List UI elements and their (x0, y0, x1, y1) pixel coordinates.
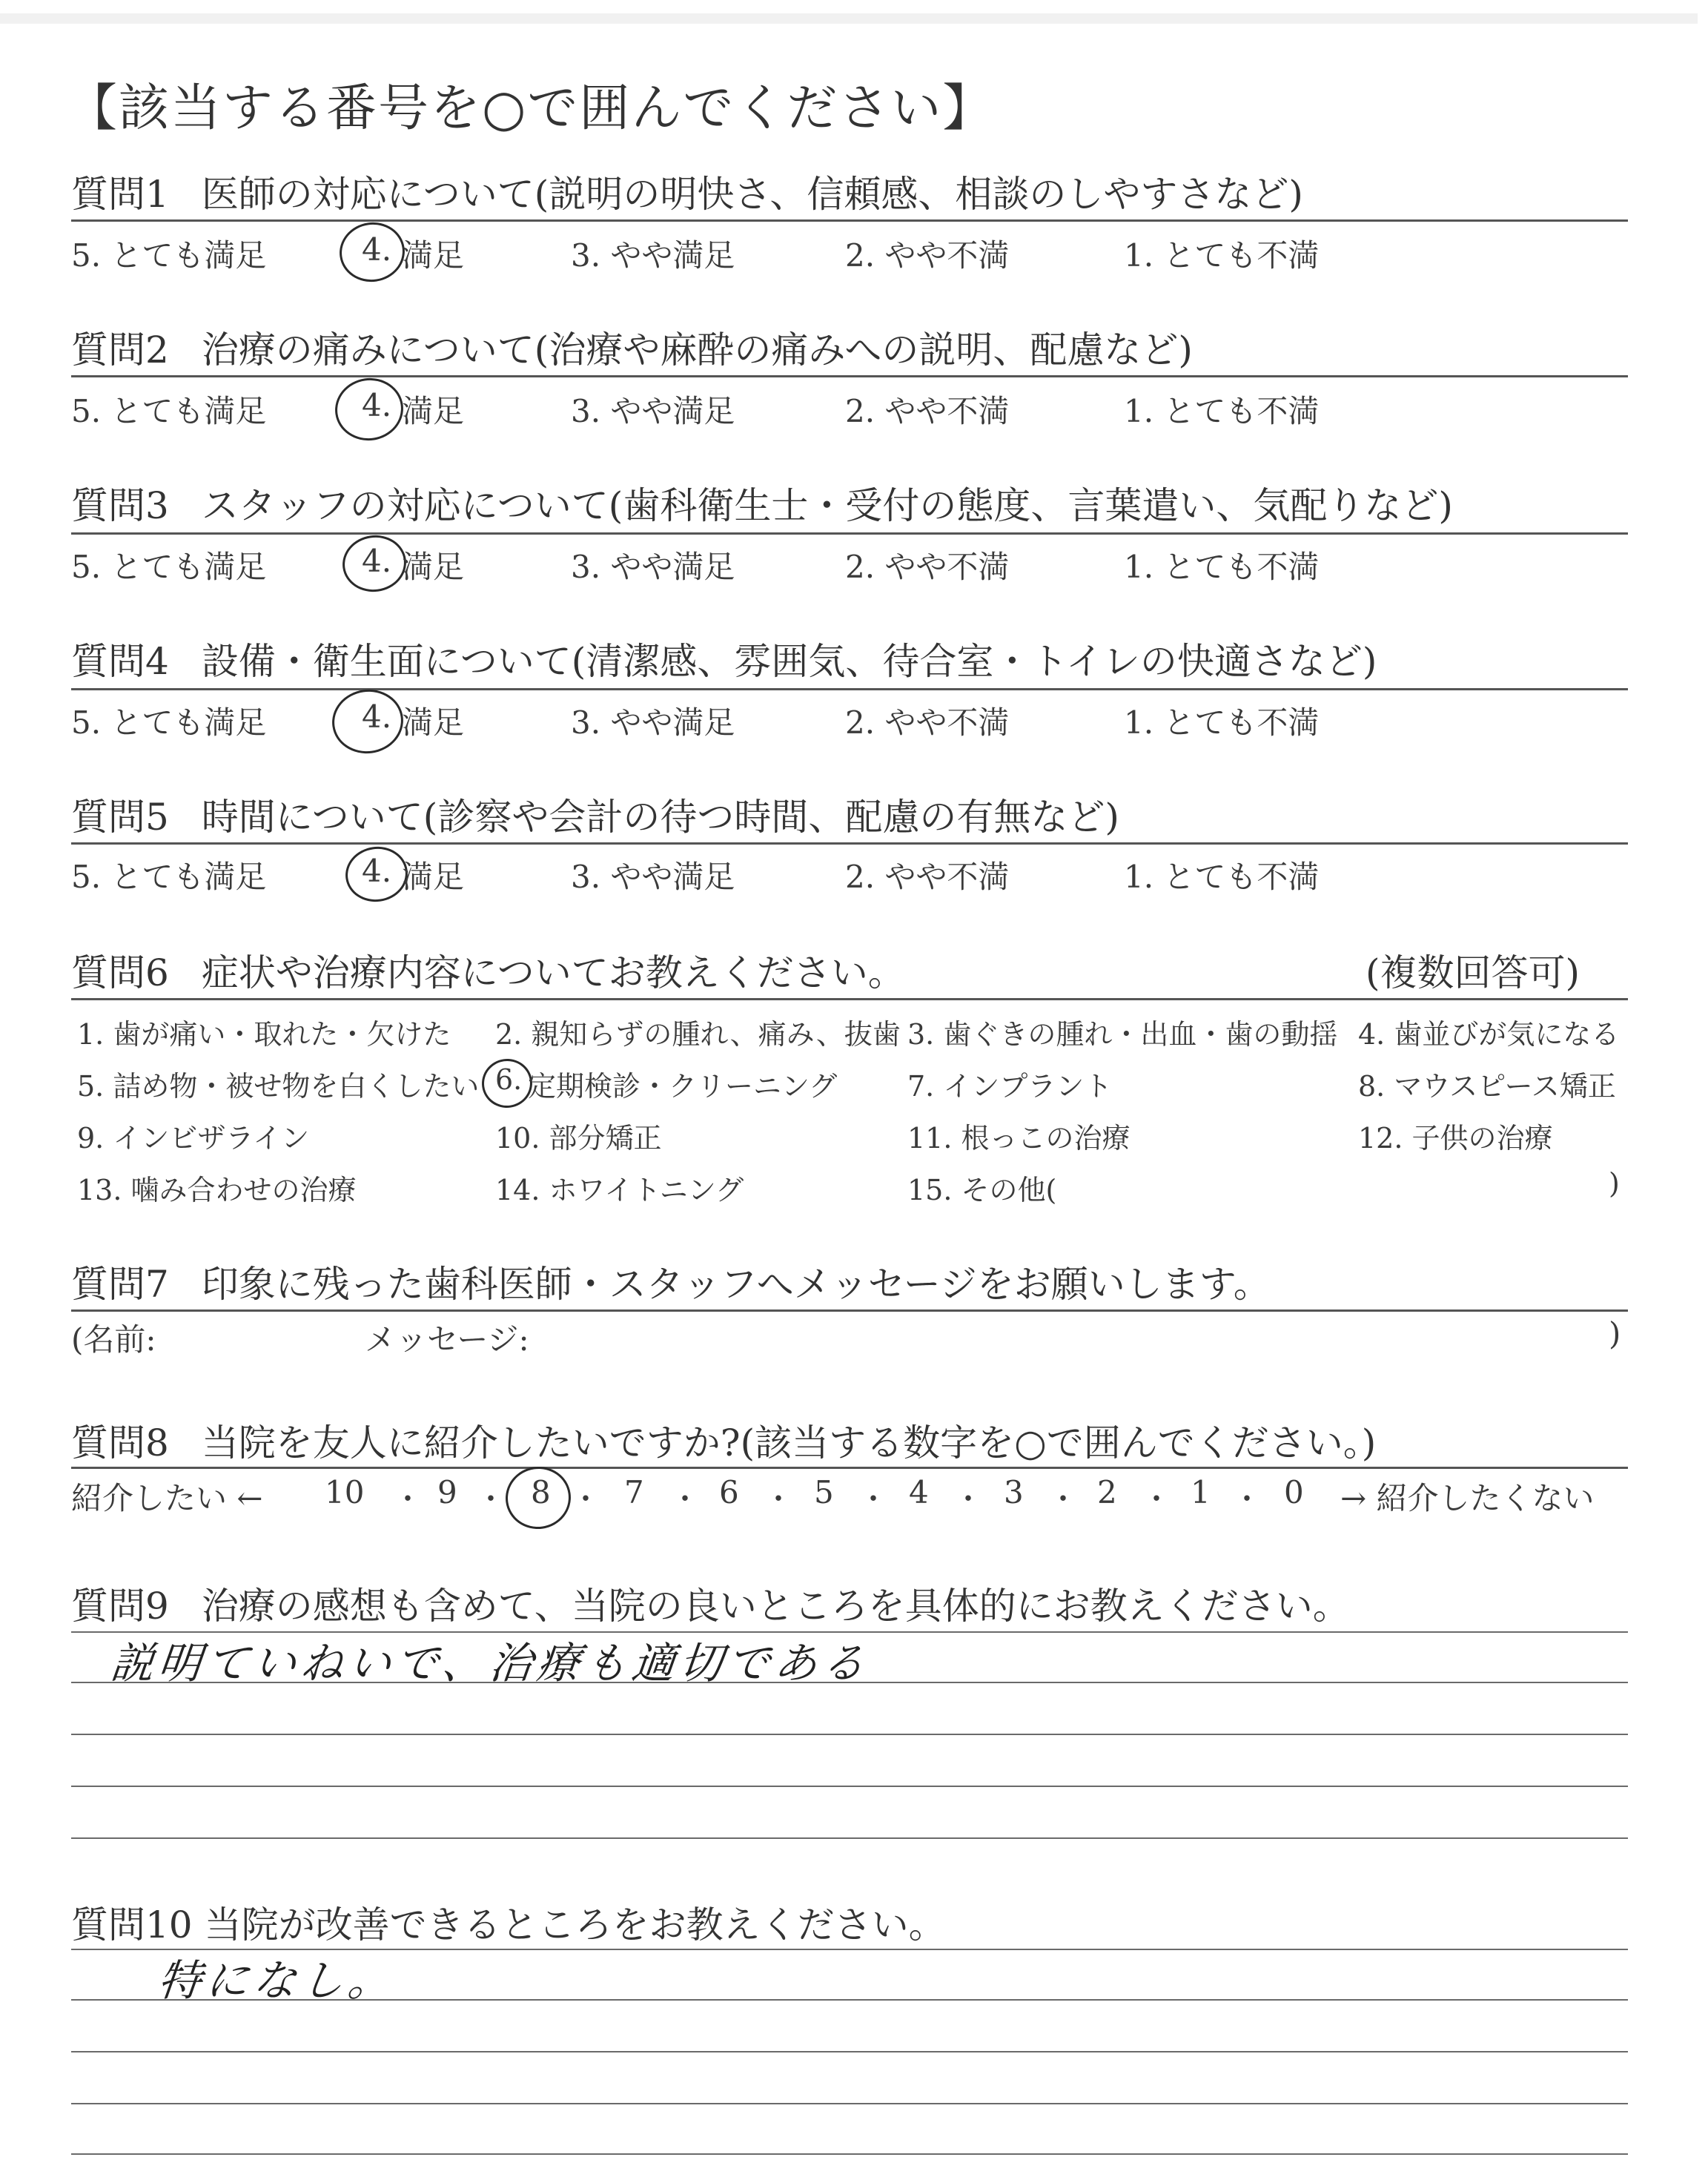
question-4-rule (71, 688, 1628, 690)
q7-close-paren: ) (1609, 1315, 1621, 1352)
q8-separator: ・ (393, 1482, 423, 1516)
page-title: 【該当する番号を○で囲んでください】 (67, 79, 995, 138)
q8-answer-circle (502, 1462, 575, 1533)
q5-answer-circle (342, 843, 411, 906)
question-5-rule (71, 842, 1628, 845)
q1-option-4-number[interactable]: 4. (362, 231, 392, 268)
q10-handwritten-answer: 特になし。 (155, 1955, 399, 2006)
question-8-text: 当院を友人に紹介したいですか?(該当する数字を○で囲んでください。) (201, 1421, 1377, 1464)
q8-separator: ・ (670, 1482, 700, 1516)
q6-option-10[interactable]: 10. 部分矯正 (495, 1122, 662, 1155)
q8-option-3[interactable]: 3 (1004, 1474, 1024, 1510)
question-7-label: 質問7 (71, 1263, 169, 1306)
q8-option-10[interactable]: 10 (325, 1474, 365, 1510)
question-1-label: 質問1 (71, 173, 169, 216)
question-5 (71, 787, 1119, 841)
q3-option-5[interactable]: 5. とても満足 (71, 549, 267, 585)
q1-option-5[interactable]: 5. とても満足 (71, 237, 267, 274)
question-10-text: 当院が改善できるところをお教えください。 (204, 1903, 946, 1946)
q6-option-1[interactable]: 1. 歯が痛い・取れた・欠けた (77, 1018, 451, 1051)
q1-answer-circle (336, 218, 408, 285)
question-8-label: 質問8 (71, 1421, 169, 1464)
question-1-text: 医師の対応について(説明の明快さ、信頼感、相談のしやすさなど) (201, 173, 1303, 216)
q8-option-9[interactable]: 9 (437, 1474, 457, 1510)
q8-separator: ・ (1142, 1482, 1171, 1516)
question-4-text: 設備・衛生面について(清潔感、雰囲気、待合室・トイレの快適さなど) (201, 640, 1377, 683)
q1-option-4-label[interactable]: 満足 (402, 237, 465, 274)
question-5-text: 時間について(診察や会計の待つ時間、配慮の有無など) (201, 796, 1119, 839)
question-1-rule (71, 219, 1628, 222)
q1-option-1[interactable]: 1. とても不満 (1124, 237, 1320, 274)
q8-option-2[interactable]: 2 (1097, 1474, 1117, 1510)
q4-option-1[interactable]: 1. とても不満 (1124, 704, 1320, 741)
q6-option-15-close: ) (1609, 1167, 1620, 1200)
q6-option-3[interactable]: 3. 歯ぐきの腫れ・出血・歯の動揺 (907, 1018, 1338, 1051)
q8-right-label: → 紹介したくない (1340, 1480, 1595, 1516)
question-4 (71, 632, 1377, 685)
q8-separator: ・ (571, 1482, 600, 1516)
q5-option-1[interactable]: 1. とても不満 (1124, 859, 1320, 895)
question-6-note: (複数回答可) (1366, 951, 1580, 994)
question-2-text: 治療の痛みについて(治療や麻酔の痛みへの説明、配慮など) (201, 328, 1193, 371)
q1-option-3[interactable]: 3. やや満足 (571, 237, 735, 274)
q9-write-line (71, 1734, 1628, 1735)
q8-option-0[interactable]: 0 (1284, 1474, 1304, 1510)
q2-option-2[interactable]: 2. やや不満 (845, 393, 1010, 429)
q8-separator: ・ (476, 1482, 506, 1516)
q6-option-6-number[interactable]: 6. (495, 1063, 523, 1096)
question-5-label: 質問5 (71, 796, 169, 839)
q8-option-7[interactable]: 7 (624, 1474, 644, 1510)
q10-write-line (71, 2153, 1628, 2155)
q3-answer-circle (339, 531, 410, 595)
q6-option-12[interactable]: 12. 子供の治療 (1358, 1122, 1553, 1155)
q4-option-3[interactable]: 3. やや満足 (571, 704, 735, 741)
q6-option-15[interactable]: 15. その他( (907, 1174, 1057, 1206)
q8-option-4[interactable]: 4 (909, 1474, 929, 1510)
q1-option-2[interactable]: 2. やや不満 (845, 237, 1010, 274)
q8-option-1[interactable]: 1 (1191, 1474, 1211, 1510)
q2-answer-circle (331, 374, 408, 445)
q4-option-4-label[interactable]: 満足 (402, 704, 465, 741)
question-9-label: 質問9 (71, 1585, 169, 1628)
q5-option-4-label[interactable]: 満足 (402, 859, 465, 895)
q8-option-5[interactable]: 5 (814, 1474, 834, 1510)
q5-option-2[interactable]: 2. やや不満 (845, 859, 1010, 895)
scan-top-edge (0, 13, 1698, 24)
q7-name-label: (名前: (71, 1321, 156, 1358)
question-6-rule (71, 998, 1628, 1000)
q9-handwritten-answer: 説明ていねいで、治療も適切である (107, 1638, 872, 1688)
question-8-rule (71, 1467, 1628, 1469)
question-7-rule (71, 1309, 1628, 1312)
q2-option-3[interactable]: 3. やや満足 (571, 393, 735, 429)
question-2-rule (71, 375, 1628, 377)
question-7 (71, 1255, 1271, 1308)
question-6 (71, 943, 905, 997)
q8-left-label: 紹介したい ← (71, 1480, 263, 1516)
q6-option-13[interactable]: 13. 噛み合わせの治療 (77, 1174, 357, 1206)
q8-separator: ・ (1232, 1482, 1262, 1516)
q5-option-3[interactable]: 3. やや満足 (571, 859, 735, 895)
question-3 (71, 476, 1453, 529)
q6-option-9[interactable]: 9. インビザライン (77, 1122, 310, 1155)
q8-separator: ・ (858, 1482, 888, 1516)
q6-answer-circle (479, 1056, 536, 1112)
q3-option-4-label[interactable]: 満足 (402, 549, 465, 585)
q10-write-line (71, 2051, 1628, 2052)
q6-option-11[interactable]: 11. 根っこの治療 (907, 1122, 1131, 1155)
q8-separator: ・ (764, 1482, 793, 1516)
q5-option-5[interactable]: 5. とても満足 (71, 859, 267, 895)
q6-option-14[interactable]: 14. ホワイトニング (495, 1174, 744, 1206)
q8-option-6[interactable]: 6 (719, 1474, 739, 1510)
question-6-label: 質問6 (71, 951, 169, 994)
question-8 (71, 1413, 1376, 1467)
q8-separator: ・ (1048, 1482, 1078, 1516)
question-3-rule (71, 532, 1628, 535)
q6-option-8[interactable]: 8. マウスピース矯正 (1358, 1070, 1616, 1103)
q6-option-4[interactable]: 4. 歯並びが気になる (1358, 1018, 1620, 1051)
q6-option-6-label[interactable]: 定期検診・クリーニング (528, 1070, 838, 1103)
q5-option-4-number[interactable]: 4. (362, 853, 392, 889)
q3-option-3[interactable]: 3. やや満足 (571, 549, 735, 585)
question-3-text: スタッフの対応について(歯科衛生士・受付の態度、言葉遣い、気配りなど) (201, 484, 1453, 527)
q4-option-4-number[interactable]: 4. (362, 698, 392, 735)
question-7-text: 印象に残った歯科医師・スタッフへメッセージをお願いします。 (201, 1263, 1271, 1306)
q3-option-4-number[interactable]: 4. (362, 543, 392, 579)
question-2-label: 質問2 (71, 328, 169, 371)
q6-option-7[interactable]: 7. インプラント (907, 1070, 1113, 1103)
q2-option-4-label[interactable]: 満足 (402, 393, 465, 429)
question-3-label: 質問3 (71, 484, 169, 527)
q8-option-8[interactable]: 8 (531, 1474, 551, 1510)
q9-write-line (71, 1786, 1628, 1787)
question-10-label: 質問10 (71, 1903, 193, 1946)
q2-option-5[interactable]: 5. とても満足 (71, 393, 267, 429)
q3-option-2[interactable]: 2. やや不満 (845, 549, 1010, 585)
q4-option-2[interactable]: 2. やや不満 (845, 704, 1010, 741)
q7-message-label: メッセージ: (365, 1321, 529, 1358)
question-10 (71, 1895, 946, 1949)
q10-write-line (71, 2103, 1628, 2104)
q9-write-line (71, 1837, 1628, 1839)
question-6-text: 症状や治療内容についてお教えください。 (201, 951, 905, 994)
q6-option-2[interactable]: 2. 親知らずの腫れ、痛み、抜歯 (495, 1018, 901, 1051)
question-1 (71, 165, 1303, 218)
q4-answer-circle (328, 685, 407, 759)
question-9-text: 治療の感想も含めて、当院の良いところを具体的にお教えください。 (201, 1585, 1350, 1628)
q8-separator: ・ (953, 1482, 983, 1516)
q2-option-1[interactable]: 1. とても不満 (1124, 393, 1320, 429)
question-2 (71, 320, 1193, 374)
q3-option-1[interactable]: 1. とても不満 (1124, 549, 1320, 585)
q6-option-5[interactable]: 5. 詰め物・被せ物を白くしたい (77, 1070, 480, 1103)
question-4-label: 質問4 (71, 640, 169, 683)
question-9 (71, 1576, 1350, 1630)
q2-option-4-number[interactable]: 4. (362, 387, 392, 423)
q4-option-5[interactable]: 5. とても満足 (71, 704, 267, 741)
